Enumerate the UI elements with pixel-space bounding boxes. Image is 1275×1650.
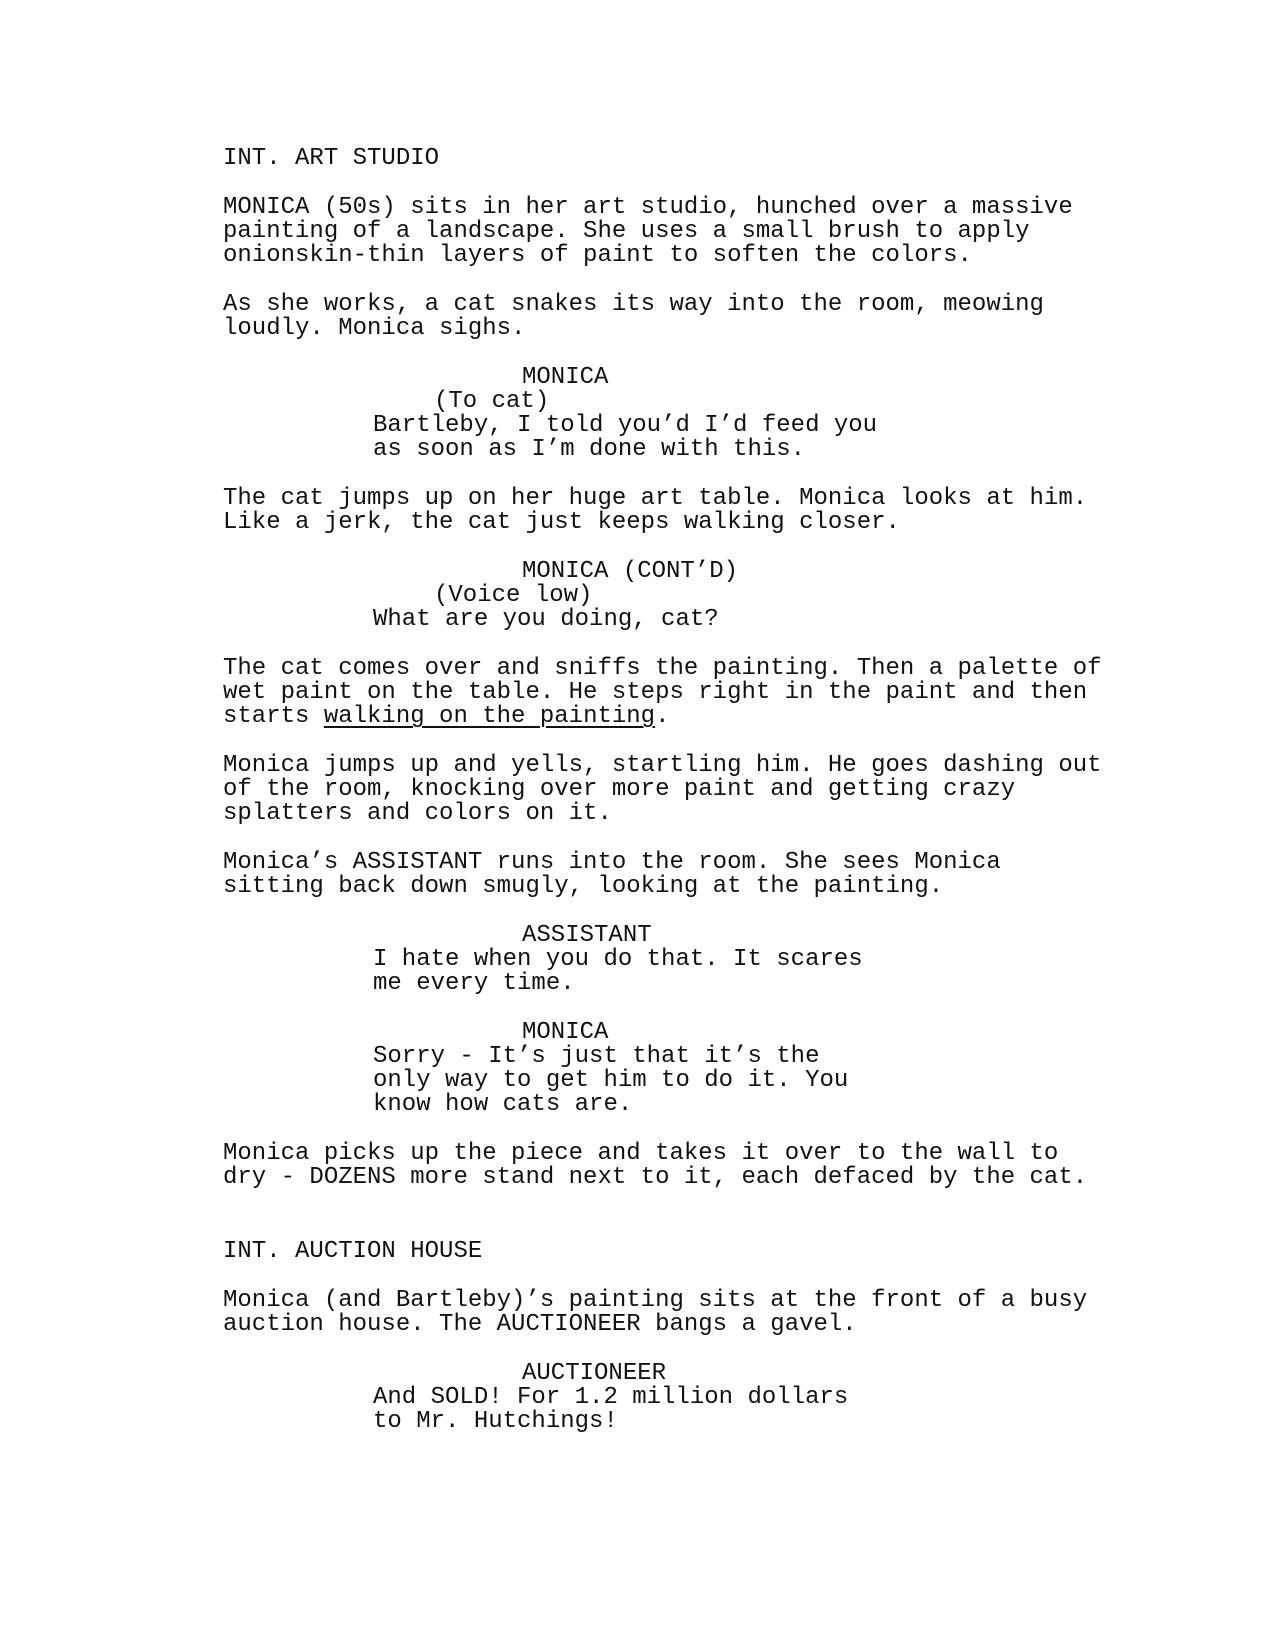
action-line: Monica’s ASSISTANT runs into the room. She sees Monica <box>223 849 1001 876</box>
action-line: The cat jumps up on her huge art table. Monica looks at him. <box>223 485 1088 512</box>
underlined-text: walking on the painting <box>323 703 656 730</box>
dialogue-line: And SOLD! For 1.2 million dollars <box>373 1384 849 1411</box>
action-line: auction house. The AUCTIONEER bangs a gavel. <box>223 1311 857 1338</box>
action-line: painting of a landscape. She uses a small brush to apply <box>223 218 1030 245</box>
character-name: MONICA <box>522 1019 609 1046</box>
dialogue-line: as soon as I’m done with this. <box>373 436 806 463</box>
dialogue-line: me every time. <box>373 970 575 997</box>
action-text: . <box>655 703 670 730</box>
character-name: MONICA <box>522 364 609 391</box>
character-name: ASSISTANT <box>522 922 652 949</box>
dialogue-line: What are you doing, cat? <box>373 606 719 633</box>
action-line: loudly. Monica sighs. <box>223 315 526 342</box>
scene-heading: INT. ART STUDIO <box>223 145 440 172</box>
action-line: onionskin-thin layers of paint to soften the colors. <box>223 242 972 269</box>
scene-heading: INT. AUCTION HOUSE <box>223 1238 483 1265</box>
action-line: MONICA (50s) sits in her art studio, hunched over a massive <box>223 194 1073 221</box>
parenthetical: (To cat) <box>434 388 550 415</box>
parenthetical: (Voice low) <box>434 582 593 609</box>
dialogue-line: only way to get him to do it. You <box>373 1067 849 1094</box>
action-line: The cat comes over and sniffs the painting. Then a palette of <box>223 655 1102 682</box>
action-line: As she works, a cat snakes its way into the room, meowing <box>223 291 1044 318</box>
action-line: Like a jerk, the cat just keeps walking closer. <box>223 509 900 536</box>
dialogue-line: I hate when you do that. It scares <box>373 946 863 973</box>
action-line: Monica (and Bartleby)’s painting sits at the front of a busy <box>223 1287 1088 1314</box>
dialogue-line: Bartleby, I told you’d I’d feed you <box>373 412 878 439</box>
character-name: AUCTIONEER <box>522 1360 667 1387</box>
action-text: starts <box>223 703 324 730</box>
action-line: sitting back down smugly, looking at the painting. <box>223 873 944 900</box>
action-line: wet paint on the table. He steps right in the paint and then <box>223 679 1088 706</box>
dialogue-line: to Mr. Hutchings! <box>373 1408 618 1435</box>
action-line: dry - DOZENS more stand next to it, each defaced by the cat. <box>223 1164 1088 1191</box>
dialogue-line: know how cats are. <box>373 1091 633 1118</box>
action-line: splatters and colors on it. <box>223 800 612 827</box>
action-line: Monica picks up the piece and takes it over to the wall to <box>223 1140 1059 1167</box>
dialogue-line: Sorry - It’s just that it’s the <box>373 1043 820 1070</box>
action-line: of the room, knocking over more paint and getting crazy <box>223 776 1016 803</box>
character-name: MONICA (CONT’D) <box>522 558 739 585</box>
action-line-underlined <box>223 705 670 729</box>
action-line: Monica jumps up and yells, startling him. He goes dashing out <box>223 752 1102 779</box>
